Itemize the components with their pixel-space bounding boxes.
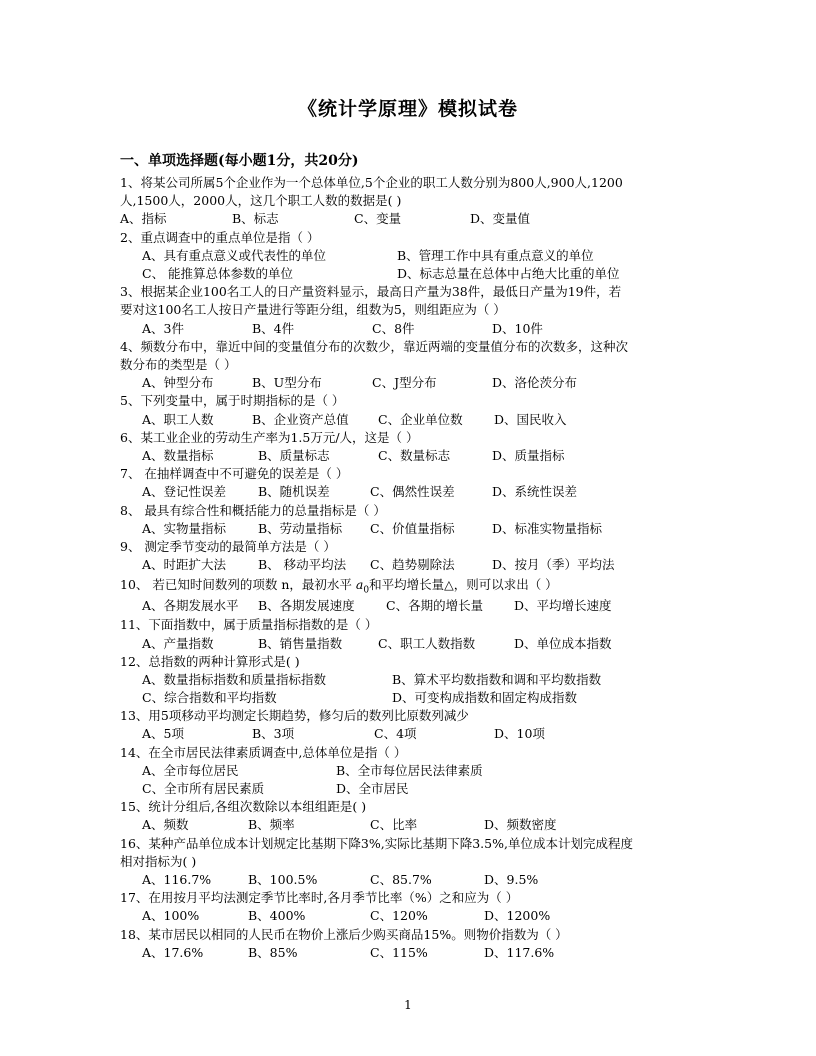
option-d: D、可变构成指数和固定构成指数 [392,690,578,706]
option-row [120,374,700,392]
option-d: D、117.6% [484,944,555,960]
option-row [120,520,700,538]
question-text: 12、总指数的两种计算形式是( ) [120,653,300,669]
option-d: D、洛伦茨分布 [492,375,578,391]
question-text: 要对这100名工人按日产量进行等距分组，组数为5，则组距应为（ ） [120,302,506,318]
option-c: C、企业单位数 [378,411,463,427]
option-a: A、100% [142,908,200,924]
option-a: A、频数 [142,817,189,833]
option-d: D、变量值 [470,211,531,227]
question-text: 数分布的类型是（ ） [120,356,237,372]
option-b: B、全市每位居民法律素质 [336,762,483,778]
option-row [120,210,700,228]
option-row [120,411,700,429]
option-a: A、具有重点意义或代表性的单位 [142,247,327,263]
option-row [120,871,700,889]
option-row [120,762,700,780]
option-row [120,944,700,962]
option-b: B、4件 [252,320,295,336]
option-c: C、120% [370,908,428,924]
question-text: 人,1500人，2000人，这几个职工人数的数据是( ) [120,193,402,209]
option-c: C、85.7% [370,872,432,888]
option-d: D、9.5% [484,872,539,888]
option-a: A、全市每位居民 [142,762,239,778]
option-c: C、变量 [354,211,402,227]
option-row [120,689,700,707]
variable-a: a [355,577,364,593]
option-c: C、综合指数和平均指数 [142,690,277,706]
option-d: D、国民收入 [494,411,567,427]
question-text [120,574,700,595]
option-row [120,907,700,925]
option-row [120,320,700,338]
option-row [120,556,700,574]
option-d: D、全市居民 [336,781,409,797]
question-text: 13、用5项移动平均测定长期趋势，修匀后的数列比原数列减少 [120,708,469,724]
page-number: 1 [404,998,412,1012]
option-a: A、职工人数 [142,411,214,427]
option-b: B、85% [248,944,298,960]
option-row [120,635,700,653]
option-b: B、 移动平均法 [258,557,347,573]
option-c: C、 能推算总体参数的单位 [142,265,294,281]
option-b: B、质量标志 [258,447,330,463]
option-c: C、数量标志 [378,447,451,463]
exam-title: 《统计学原理》模拟试卷 [297,98,518,120]
option-b: B、频率 [248,817,295,833]
option-a: A、时距扩大法 [142,557,227,573]
option-b: B、标志 [232,211,279,227]
option-row [120,595,700,616]
option-row [120,447,700,465]
question-text: 11、下面指数中，属于质量指标指数的是（ ） [120,617,378,633]
option-b: B、随机误差 [258,484,330,500]
option-d: D、10件 [492,320,543,336]
option-b: B、100.5% [248,872,318,888]
question-text: 4、频数分布中，靠近中间的变量值分布的次数少，靠近两端的变量值分布的次数多，这种次 [120,338,628,354]
option-d: D、单位成本指数 [514,635,612,651]
option-b: B、算术平均数指数和调和平均数指数 [392,671,602,687]
question-text: 1、将某公司所属5个企业作为一个总体单位,5个企业的职工人数分别为800人,900人,1200 [120,175,623,190]
option-d: D、系统性误差 [492,484,578,500]
option-row [120,725,700,743]
option-c: C、8件 [372,320,415,336]
option-b: B、400% [248,908,306,924]
option-c: C、J型分布 [372,375,437,391]
option-d: D、标准实物量指标 [492,520,603,536]
option-row [120,483,700,501]
option-b: B、企业资产总值 [252,411,349,427]
option-c: C、全市所有居民素质 [142,781,265,797]
option-b: B、劳动量指标 [258,520,343,536]
option-c: C、4项 [374,726,417,742]
question-list [120,174,700,962]
option-c: C、各期的增长量 [386,598,484,614]
option-a: A、登记性误差 [142,484,227,500]
option-c: C、价值量指标 [370,520,455,536]
option-c: C、比率 [370,817,418,833]
option-d: D、频数密度 [484,817,557,833]
option-d: D、平均增长速度 [514,598,612,614]
option-a: A、17.6% [142,944,204,960]
option-b: B、3项 [252,726,295,742]
option-d: D、质量指标 [492,447,565,463]
option-row [120,265,700,283]
question-text: 2、重点调查中的重点单位是指（ ） [120,229,320,245]
option-c: C、偶然性误差 [370,484,455,500]
question-text: 7、 在抽样调查中不可避免的误差是（ ） [120,466,349,482]
option-row [120,780,700,798]
option-d: D、按月（季）平均法 [492,557,615,573]
question-text-part: 10、 若已知时间数列的项数 n，最初水平 [120,577,356,593]
option-b: B、各期发展速度 [258,598,355,614]
question-text: 6、某工业企业的劳动生产率为1.5万元/人，这是（ ） [120,429,419,445]
option-a: A、各期发展水平 [142,598,239,614]
question-text: 8、 最具有综合性和概括能力的总量指标是（ ） [120,502,386,518]
option-row [120,247,700,265]
option-a: A、指标 [120,211,167,227]
question-text: 15、统计分组后,各组次数除以本组组距是( ) [120,799,367,815]
option-b: B、销售量指数 [258,635,343,651]
question-text: 16、某种产品单位成本计划规定比基期下降3%,实际比基期下降3.5%,单位成本计划完成程度 [120,835,633,851]
option-row [120,816,700,834]
option-a: A、3件 [142,320,184,336]
option-d: D、1200% [484,908,551,924]
option-c: C、115% [370,944,428,960]
option-a: A、116.7% [142,872,212,888]
question-text: 18、某市居民以相同的人民币在物价上涨后少购买商品15%。则物价指数为（ ） [120,926,568,942]
option-d: D、标志总量在总体中占绝大比重的单位 [397,265,620,281]
option-c: C、趋势剔除法 [370,557,455,573]
option-b: B、U型分布 [252,375,322,391]
option-a: A、实物量指标 [142,520,227,536]
question-text: 17、在用按月平均法测定季节比率时,各月季节比率（%）之和应为（ ） [120,890,519,906]
option-a: A、数量指标 [142,447,214,463]
question-text: 3、根据某企业100名工人的日产量资料显示，最高日产量为38件，最低日产量为19件，若 [120,284,622,300]
option-a: A、5项 [142,726,184,742]
question-text: 5、下列变量中，属于时期指标的是（ ） [120,393,345,409]
option-row [120,671,700,689]
option-d: D、10项 [494,726,545,742]
option-a: A、产量指数 [142,635,214,651]
section-heading: 一、单项选择题(每小题1分，共20分) [120,153,359,169]
question-text: 相对指标为( ) [120,853,197,869]
option-a: A、钟型分布 [142,375,214,391]
option-b: B、管理工作中具有重点意义的单位 [397,247,594,263]
option-a: A、数量指标指数和质量指标指数 [142,671,327,687]
option-c: C、职工人数指数 [378,635,476,651]
variable-subscript: 0 [363,585,370,596]
question-text: 14、在全市居民法律素质调查中,总体单位是指（ ） [120,744,407,760]
question-text: 9、 测定季节变动的最简单方法是（ ） [120,538,336,554]
question-text-part: 和平均增长量△，则可以求出（ ） [369,577,558,593]
